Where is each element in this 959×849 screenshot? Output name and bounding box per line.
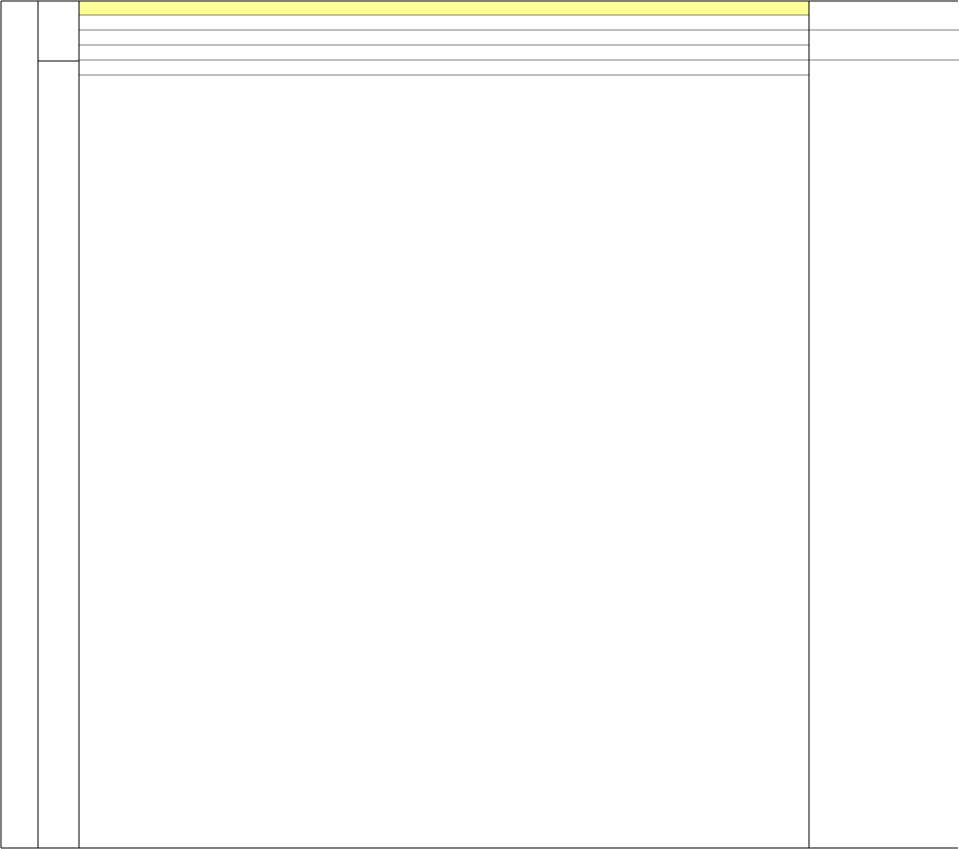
highlight-top-cells — [82, 1, 809, 14]
